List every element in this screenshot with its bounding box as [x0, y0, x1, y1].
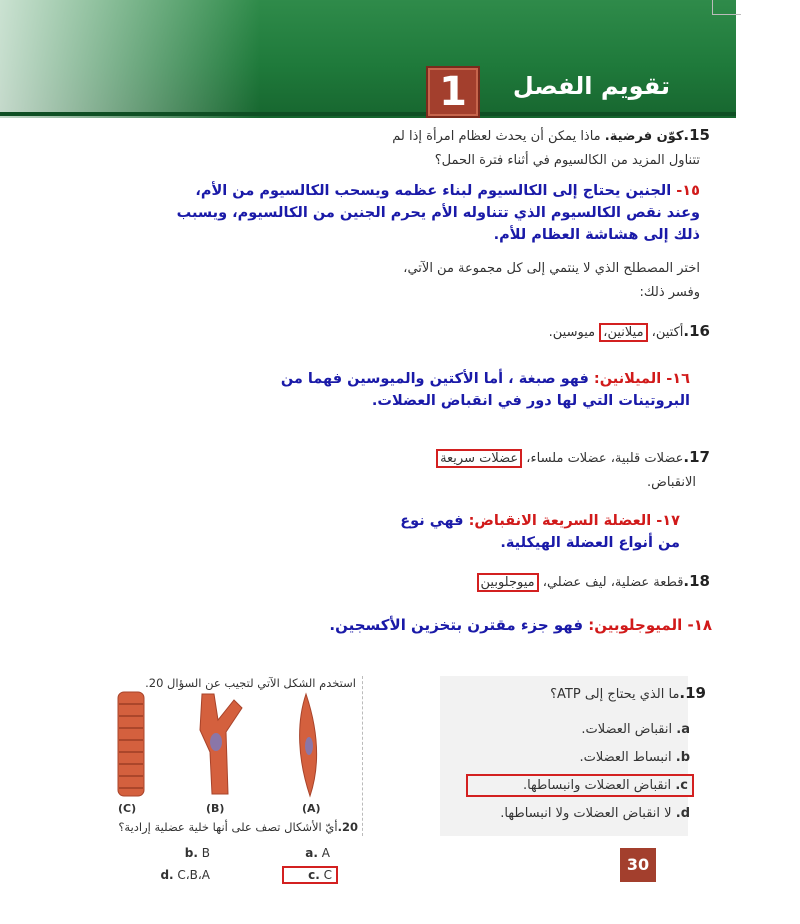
- q15-answer-number: ١٥-: [676, 183, 700, 199]
- q20-option-a-text: A: [321, 846, 330, 860]
- q19-number: 19.: [679, 684, 706, 702]
- q17-boxed-term: عضلات سريعة: [436, 449, 522, 468]
- q19-option-a-text: انقباض العضلات.: [581, 722, 673, 737]
- q18-answer: [280, 614, 712, 636]
- q16-term3: ميوسين.: [548, 325, 596, 340]
- q19-option-d-letter: d.: [675, 806, 690, 821]
- q15-answer-text: الجنين يحتاج إلى الكالسيوم لبناء عظمه ويسحب الكالسيوم من الأم، وعند نقص الكالسيوم الذي تتناوله الأم يحرم الجنين من الكالسيوم، ويسبب ذلك إلى هشاشة العظام للأم.: [176, 183, 700, 243]
- figure-label-a: (A): [302, 802, 321, 815]
- q20-option-d-letter: d.: [160, 868, 174, 882]
- q15-text1: ماذا يمكن أن يحدث لعظام امرأة إذا لم: [392, 129, 601, 144]
- q20-number: 20.: [337, 820, 358, 834]
- q19-option-b[interactable]: [450, 750, 690, 765]
- figure-label-b: (B): [206, 802, 225, 815]
- q16-answer-number: ١٦-: [666, 371, 690, 387]
- q17-number: 17.: [683, 448, 710, 466]
- q20-option-c-letter: c.: [308, 868, 320, 882]
- skeletal-muscle-cell: [118, 692, 144, 796]
- q17-answer-text: فهي نوع من أنواع العضلة الهيكلية.: [400, 513, 680, 551]
- q20-option-b[interactable]: [150, 846, 210, 860]
- muscle-cells-figure: [110, 690, 350, 802]
- q19-option-b-text: انبساط العضلات.: [579, 750, 672, 765]
- page-number: 30: [620, 848, 656, 882]
- instruction-line2: وفسر ذلك:: [639, 285, 700, 300]
- q19-option-c-text: انقباض العضلات وانبساطها.: [522, 778, 672, 793]
- q16-answer: [270, 368, 690, 412]
- q20-intro: استخدم الشكل الآتي لتجيب عن السؤال 20.: [145, 676, 356, 690]
- q20-option-b-letter: b.: [184, 846, 198, 860]
- q16-answer-text: فهو صبغة ، أما الأكتين والميوسين فهما من البروتينات التي لها دور في انقباض العضلات.: [280, 371, 690, 409]
- q19-option-c[interactable]: [466, 774, 694, 797]
- figure-label-c: (C): [118, 802, 137, 815]
- q16-answer-term: الميلانين:: [593, 371, 662, 387]
- chapter-title: تقويم الفصل: [512, 72, 670, 100]
- instruction-line1: اختر المصطلح الذي لا ينتمي إلى كل مجموعة من الآتي،: [403, 261, 700, 276]
- q18-answer-text: فهو جزء مقترن بتخزين الأكسجين.: [329, 616, 584, 634]
- q20-option-c-text: C: [323, 868, 332, 882]
- q15-answer: [160, 180, 700, 246]
- q15-line1: [300, 124, 710, 148]
- q20-option-a[interactable]: [270, 846, 330, 860]
- q15-lead: كوّن فرضية.: [604, 129, 684, 144]
- smooth-muscle-cell: [300, 694, 317, 796]
- q16-term1: أكتين،: [651, 325, 684, 340]
- q19-option-d-text: لا انقباض العضلات ولا انبساطها.: [500, 806, 672, 821]
- q18-terms: قطعة عضلية، ليف عضلي،: [542, 575, 684, 590]
- q15-number: 15.: [683, 126, 710, 144]
- q20-option-b-text: B: [201, 846, 210, 860]
- q19-text: ما الذي يحتاج إلى ATP؟: [550, 687, 680, 702]
- q20-option-d-text: C،B،A: [177, 868, 210, 882]
- chapter-number-badge: 1: [426, 66, 480, 118]
- q19-option-c-letter: c.: [675, 778, 688, 793]
- q17-answer: [380, 510, 680, 554]
- q18-boxed-term: ميوجلوبين: [477, 573, 539, 592]
- q19-option-a-letter: a.: [676, 722, 690, 737]
- q17-question: [300, 446, 710, 470]
- q18-question: [300, 570, 710, 594]
- q19-option-d[interactable]: [430, 806, 690, 821]
- header-divider: [0, 112, 736, 116]
- header-fade: [0, 0, 260, 118]
- q16-question: [300, 320, 710, 344]
- column-divider: [362, 676, 363, 836]
- page-corner-mark: [712, 0, 741, 15]
- q17-line2: الانقباض.: [647, 475, 696, 490]
- q18-answer-number: ١٨-: [687, 616, 712, 634]
- q19-question: [450, 682, 706, 706]
- q17-terms: عضلات قلبية، عضلات ملساء،: [526, 451, 684, 466]
- q20-question: [104, 820, 358, 834]
- q16-boxed-term: ميلانين،: [599, 323, 647, 342]
- q18-answer-term: الميوجلوبين:: [588, 616, 683, 634]
- q17-answer-term: العضلة السريعة الانقباض:: [468, 513, 652, 529]
- q19-option-a[interactable]: [450, 722, 690, 737]
- q16-number: 16.: [683, 322, 710, 340]
- q20-text: أيّ الأشكال تصف على أنها خلية عضلية إرادية؟: [118, 820, 338, 834]
- q19-option-b-letter: b.: [675, 750, 690, 765]
- q18-number: 18.: [683, 572, 710, 590]
- q20-option-a-letter: a.: [305, 846, 318, 860]
- q17-answer-number: ١٧-: [656, 513, 680, 529]
- q15-line2: تتناول المزيد من الكالسيوم في أثناء فترة الحمل؟: [434, 153, 700, 168]
- cardiac-muscle-cell: [200, 694, 242, 794]
- q20-option-c[interactable]: [282, 866, 338, 884]
- q20-option-d[interactable]: [120, 868, 210, 882]
